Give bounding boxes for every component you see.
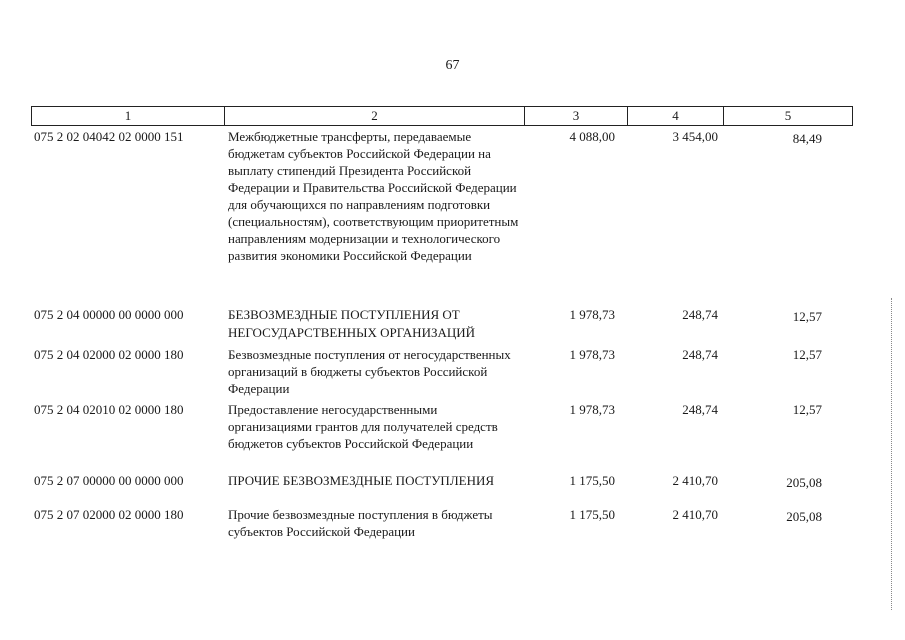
value-col-4: 3 454,00: [672, 129, 718, 144]
budget-code: 075 2 02 04042 02 0000 151: [34, 129, 184, 144]
value-col-5: 84,49: [792, 131, 822, 146]
value-col-4: 2 410,70: [672, 473, 718, 488]
row-description: Предоставление негосударственными организациями грантов для получателей средств бюджетов субъектов Российской Федерации: [228, 402, 498, 451]
value-col-3: 1 978,73: [569, 307, 615, 322]
header-col-5: 5: [784, 108, 792, 123]
page-number: 67: [445, 58, 460, 73]
value-col-3: 4 088,00: [569, 129, 615, 144]
value-col-3: 1 175,50: [569, 473, 615, 488]
value-col-4: 2 410,70: [672, 507, 718, 522]
value-col-5: 205,08: [786, 509, 822, 524]
row-description: ПРОЧИЕ БЕЗВОЗМЕЗДНЫЕ ПОСТУПЛЕНИЯ: [228, 473, 495, 488]
budget-code: 075 2 07 02000 02 0000 180: [34, 507, 184, 522]
value-col-5: 12,57: [792, 402, 822, 417]
budget-code: 075 2 07 00000 00 0000 000: [34, 473, 184, 488]
value-col-3: 1 978,73: [569, 402, 615, 417]
value-col-5: 205,08: [786, 475, 822, 490]
header-col-1: 1: [32, 107, 225, 125]
budget-code: 075 2 04 02000 02 0000 180: [34, 347, 184, 362]
scan-margin-line: [891, 298, 893, 610]
value-col-3: 1 175,50: [569, 507, 615, 522]
table-header-row: [31, 106, 853, 126]
row-description: Безвозмездные поступления от негосударственных организаций в бюджеты субъектов Российской Федерации: [228, 347, 511, 396]
row-description: Прочие безвозмездные поступления в бюджеты субъектов Российской Федерации: [228, 507, 493, 539]
header-col-4: 4: [628, 107, 724, 125]
value-col-4: 248,74: [682, 307, 718, 322]
value-col-5: 12,57: [792, 309, 822, 324]
value-col-3: 1 978,73: [569, 347, 615, 362]
header-col-2: 2: [225, 107, 525, 125]
budget-code: 075 2 04 00000 00 0000 000: [34, 307, 184, 322]
budget-code: 075 2 04 02010 02 0000 180: [34, 402, 184, 417]
row-description: Межбюджетные трансферты, передаваемые бюджетам субъектов Российской Федерации на выплату стипендий Президента Российской Федерации и Правительства Российской Федерации для обучающихся по направлениям подготовки (специальностям), соответствующим приоритетным направлениям модернизации и технологического развития экономики Российской Федерации: [228, 129, 519, 263]
row-description: БЕЗВОЗМЕЗДНЫЕ ПОСТУПЛЕНИЯ ОТ НЕГОСУДАРСТВЕННЫХ ОРГАНИЗАЦИЙ: [228, 307, 476, 340]
value-col-4: 248,74: [682, 347, 718, 362]
value-col-4: 248,74: [682, 402, 718, 417]
header-col-3: 3: [525, 107, 628, 125]
value-col-5: 12,57: [792, 347, 822, 362]
